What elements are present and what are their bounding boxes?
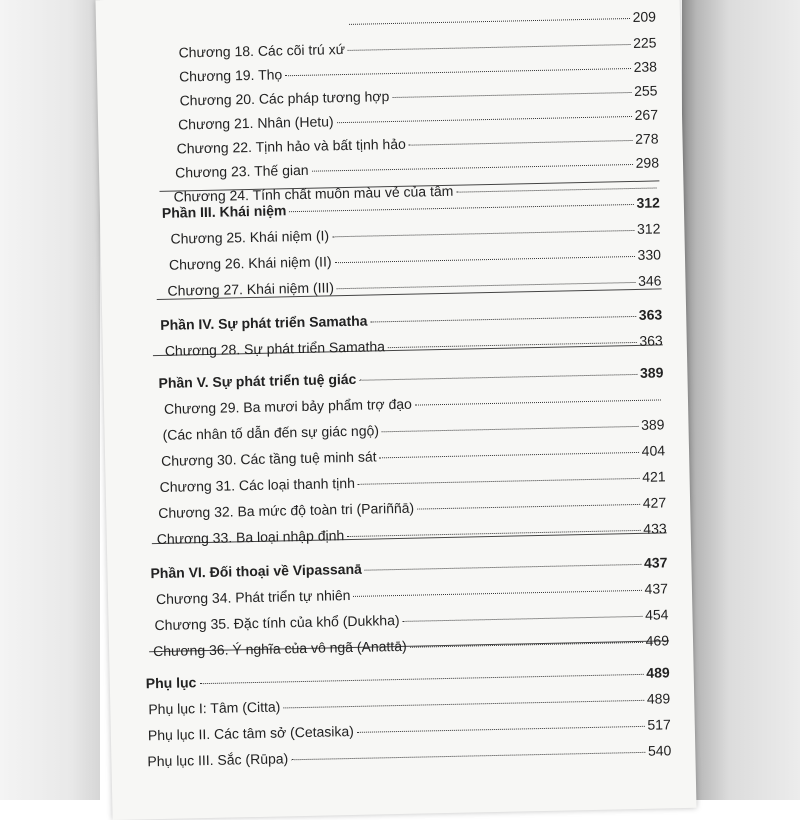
dot-leader [403,616,643,622]
toc-page-number: 540 [648,742,672,758]
toc-part-entry [158,364,663,391]
dot-leader [291,752,645,760]
toc-page-number: 298 [635,154,659,170]
dot-leader [409,140,632,146]
dot-leader [380,452,639,458]
dot-leader [283,700,644,709]
toc-page-number: 363 [639,306,663,322]
toc-entry-title: Chương 29. Ba mươi bảy phẩm trợ đạo [164,396,412,417]
toc-entry-title: (Các nhân tố dẫn đến sự giác ngộ) [162,422,379,443]
toc-entry-title: Chương 20. Các pháp tương hợp [179,88,389,108]
toc-entry-title: Chương 27. Khái niệm (III) [167,279,334,298]
background-left [0,0,100,800]
dot-leader [312,164,633,172]
dot-leader [392,92,631,98]
toc-page-number: 427 [643,494,667,510]
toc-entry-title: Phần III. Khái niệm [162,202,287,221]
toc-entry-title: Chương 33. Ba loại nhập định [157,527,345,547]
toc-page-number: 238 [633,58,657,74]
toc-entry-title: Chương 31. Các loại thanh tịnh [160,475,356,495]
toc-entry-title: Chương 30. Các tầng tuệ minh sát [161,448,377,469]
toc-entry-title: Chương 24. Tính chất muôn màu vẻ của tâm [173,183,453,205]
toc-entry-title: Chương 23. Thế gian [175,162,309,181]
dot-leader [337,282,635,289]
toc-chapter-entry [157,520,667,547]
toc-chapter-entry [158,494,666,521]
toc-entry-title: Chương 25. Khái niệm (I) [170,227,329,246]
dot-leader [353,590,641,597]
toc-chapter-entry [160,468,666,495]
book-page [95,0,696,820]
toc-entry-title: Phần V. Sự phát triển tuệ giác [158,371,356,391]
toc-page-number: 421 [642,468,666,484]
toc-part-entry [150,554,667,581]
dot-leader [289,204,633,212]
toc-page-number: 330 [637,246,661,262]
dot-leader [332,230,634,237]
dot-leader [388,342,636,348]
toc-page-number: 489 [646,664,670,680]
toc-entry-title: Phần VI. Đối thoại về Vipassanā [150,561,362,581]
toc-chapter-entry [178,34,656,60]
dot-leader [359,374,637,381]
toc-page-number: 312 [636,194,660,210]
toc-chapter-entry [179,58,657,84]
toc-page-number: 433 [643,520,667,536]
toc-chapter-entry [164,390,664,416]
dot-leader [415,399,661,405]
toc-page-number: 389 [640,364,664,380]
toc-chapter-entry [178,106,658,132]
toc-entry-title: Phụ lục [146,674,197,691]
toc-entry-title: Chương 35. Đặc tính của khổ (Dukkha) [154,612,399,633]
toc-page-number: 312 [637,220,661,236]
dot-leader [357,726,645,733]
dot-leader [335,256,635,263]
toc-chapter-entry [147,742,671,769]
toc-entry-title: Chương 36. Ý nghĩa của vô ngã (Anattā) [153,638,407,659]
toc-entry-title: Phụ lục II. Các tâm sở (Cetasika) [148,723,354,743]
dot-leader [410,642,643,648]
toc-chapter-entry [148,690,670,717]
dot-leader [347,530,640,537]
toc-entry-title: Chương 19. Thọ [179,66,282,84]
toc-chapter-entry [167,272,661,298]
toc-part-entry [160,306,662,333]
toc-chapter-entry [165,332,663,358]
toc-chapter-entry [179,82,657,108]
toc-entry-title: Chương 21. Nhân (Hetu) [178,113,334,132]
toc-page-number: 225 [633,34,657,50]
toc-chapter-entry [170,220,660,246]
toc-page-number: 469 [645,632,669,648]
dot-leader [456,187,656,192]
toc-page-number: 454 [645,606,669,622]
toc-part-entry [146,664,670,691]
dot-leader [285,68,630,76]
toc-page-number: 489 [647,690,671,706]
toc-chapter-entry [169,246,661,272]
toc-chapter-entry [148,716,671,743]
dot-leader [371,316,636,323]
toc-chapter-entry [176,130,658,156]
toc-page-number: 363 [639,332,663,348]
toc-entry-title: Chương 18. Các cõi trú xứ [178,41,345,60]
dot-leader [199,674,643,684]
toc-entry-title: Chương 32. Ba mức độ toàn tri (Pariññā) [158,500,414,521]
dot-leader [358,478,639,485]
dot-leader [337,116,632,123]
toc-entry-title: Chương 22. Tịnh hảo và bất tịnh hảo [176,136,406,157]
toc-entry-title: Phụ lục I: Tâm (Citta) [148,698,280,717]
toc-chapter-entry [154,606,668,633]
dot-leader [382,426,638,432]
background-right [682,0,800,800]
toc-chapter-entry [162,416,664,443]
toc-page-number: 278 [635,130,659,146]
toc-page-number: 437 [644,554,668,570]
toc-page-number: 346 [638,272,662,288]
toc-entry-title: Chương 26. Khái niệm (II) [169,253,332,272]
toc-page-number: 209 [632,8,656,24]
dot-leader [349,18,630,25]
toc-chapter-entry [161,442,665,469]
dot-leader [348,44,630,51]
toc-page-number: 267 [634,106,658,122]
toc-entry-title: Phụ lục III. Sắc (Rūpa) [147,750,288,769]
toc-chapter-entry [175,154,659,180]
dot-leader [417,504,640,510]
toc-entry-title: Phần IV. Sự phát triển Samatha [160,313,368,333]
dot-leader [365,564,641,571]
toc-chapter-entry [156,580,668,607]
toc-page-number: 389 [641,416,665,432]
toc-page-number: 517 [647,716,671,732]
toc-entry-title: Chương 28. Sự phát triển Samatha [165,338,385,359]
toc-chapter-entry [153,632,669,659]
toc-chapter-entry [346,8,656,30]
toc-entry-title: Chương 34. Phát triển tự nhiên [156,587,351,607]
toc-page-number: 404 [642,442,666,458]
toc-page-number: 437 [644,580,668,596]
toc-page-number: 255 [634,82,658,98]
